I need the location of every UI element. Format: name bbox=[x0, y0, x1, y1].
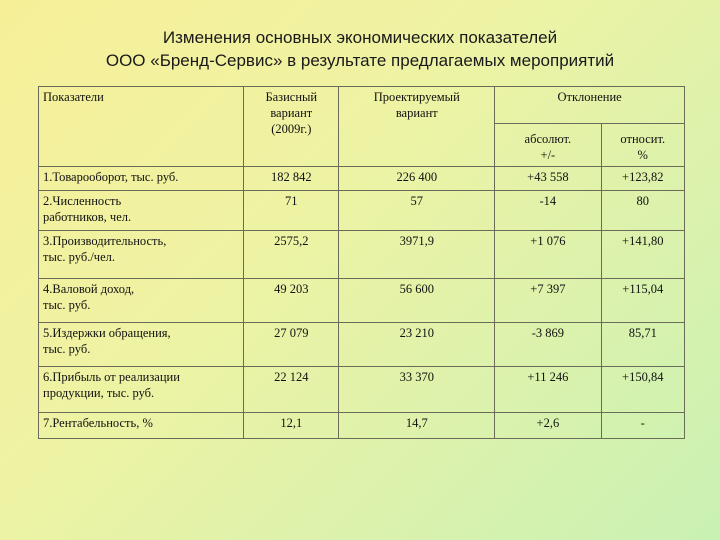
cell-projected: 56 600 bbox=[339, 279, 495, 323]
header-base-line2: вариант bbox=[270, 106, 313, 120]
row-label bbox=[39, 231, 244, 279]
header-deviation bbox=[495, 87, 685, 124]
header-base-line3: (2009г.) bbox=[271, 122, 312, 136]
row-label-line2: тыс. руб. bbox=[43, 298, 91, 312]
cell-absolute: +2,6 bbox=[495, 413, 601, 439]
header-rel-line2: % bbox=[637, 148, 648, 162]
header-abs-line2: +/- bbox=[540, 148, 556, 162]
row-label bbox=[39, 167, 244, 191]
row-label bbox=[39, 367, 244, 413]
cell-projected: 226 400 bbox=[339, 167, 495, 191]
cell-relative: +141,80 bbox=[601, 231, 684, 279]
header-absolute bbox=[495, 124, 601, 167]
cell-relative: +123,82 bbox=[601, 167, 684, 191]
row-label bbox=[39, 279, 244, 323]
cell-relative: 80 bbox=[601, 191, 684, 231]
cell-absolute: -14 bbox=[495, 191, 601, 231]
table-row bbox=[39, 231, 685, 279]
cell-base: 2575,2 bbox=[244, 231, 339, 279]
cell-absolute: +43 558 bbox=[495, 167, 601, 191]
cell-absolute: +11 246 bbox=[495, 367, 601, 413]
cell-relative: +115,04 bbox=[601, 279, 684, 323]
header-base-line1: Базисный bbox=[265, 90, 318, 104]
row-label-line1: 2.Численность bbox=[43, 194, 122, 208]
header-base-variant bbox=[244, 87, 339, 167]
cell-base: 182 842 bbox=[244, 167, 339, 191]
table-row bbox=[39, 167, 685, 191]
table-row bbox=[39, 413, 685, 439]
cell-absolute: +1 076 bbox=[495, 231, 601, 279]
cell-base: 12,1 bbox=[244, 413, 339, 439]
cell-projected: 14,7 bbox=[339, 413, 495, 439]
row-label bbox=[39, 413, 244, 439]
cell-absolute: +7 397 bbox=[495, 279, 601, 323]
row-label-line1: 1.Товарооборот, тыс. руб. bbox=[43, 170, 179, 184]
header-projected-variant bbox=[339, 87, 495, 167]
header-relative bbox=[601, 124, 684, 167]
row-label bbox=[39, 323, 244, 367]
row-label-line2: работников, чел. bbox=[43, 210, 132, 224]
header-row bbox=[39, 87, 685, 124]
table-row bbox=[39, 367, 685, 413]
table-row bbox=[39, 191, 685, 231]
row-label-line1: 6.Прибыль от реализации bbox=[43, 370, 180, 384]
row-label-line1: 4.Валовой доход, bbox=[43, 282, 135, 296]
cell-relative: 85,71 bbox=[601, 323, 684, 367]
cell-projected: 23 210 bbox=[339, 323, 495, 367]
header-proj-line2: вариант bbox=[395, 106, 438, 120]
cell-relative: +150,84 bbox=[601, 367, 684, 413]
cell-projected: 57 bbox=[339, 191, 495, 231]
row-label-line1: 3.Производительность, bbox=[43, 234, 167, 248]
cell-projected: 3971,9 bbox=[339, 231, 495, 279]
cell-base: 27 079 bbox=[244, 323, 339, 367]
row-label-line2: тыс. руб./чел. bbox=[43, 250, 115, 264]
indicators-table bbox=[38, 86, 685, 439]
table-row bbox=[39, 279, 685, 323]
row-label-line1: 5.Издержки обращения, bbox=[43, 326, 171, 340]
header-deviation-label: Отклонение bbox=[557, 90, 622, 104]
table-row bbox=[39, 323, 685, 367]
row-label-line2: тыс. руб. bbox=[43, 342, 91, 356]
cell-relative: - bbox=[601, 413, 684, 439]
title-line-1: Изменения основных экономических показателей bbox=[162, 28, 558, 47]
header-indicators-label: Показатели bbox=[43, 90, 104, 104]
cell-base: 22 124 bbox=[244, 367, 339, 413]
cell-projected: 33 370 bbox=[339, 367, 495, 413]
cell-absolute: -3 869 bbox=[495, 323, 601, 367]
title-line-2: ООО «Бренд-Сервис» в результате предлагаемых мероприятий bbox=[105, 51, 615, 70]
header-indicators bbox=[39, 87, 244, 167]
header-proj-line1: Проектируемый bbox=[373, 90, 460, 104]
row-label-line1: 7.Рентабельность, % bbox=[43, 416, 153, 430]
cell-base: 71 bbox=[244, 191, 339, 231]
row-label bbox=[39, 191, 244, 231]
row-label-line2: продукции, тыс. руб. bbox=[43, 386, 155, 400]
header-abs-line1: абсолют. bbox=[524, 132, 572, 146]
header-rel-line1: относит. bbox=[620, 132, 666, 146]
cell-base: 49 203 bbox=[244, 279, 339, 323]
slide-title bbox=[0, 26, 720, 72]
